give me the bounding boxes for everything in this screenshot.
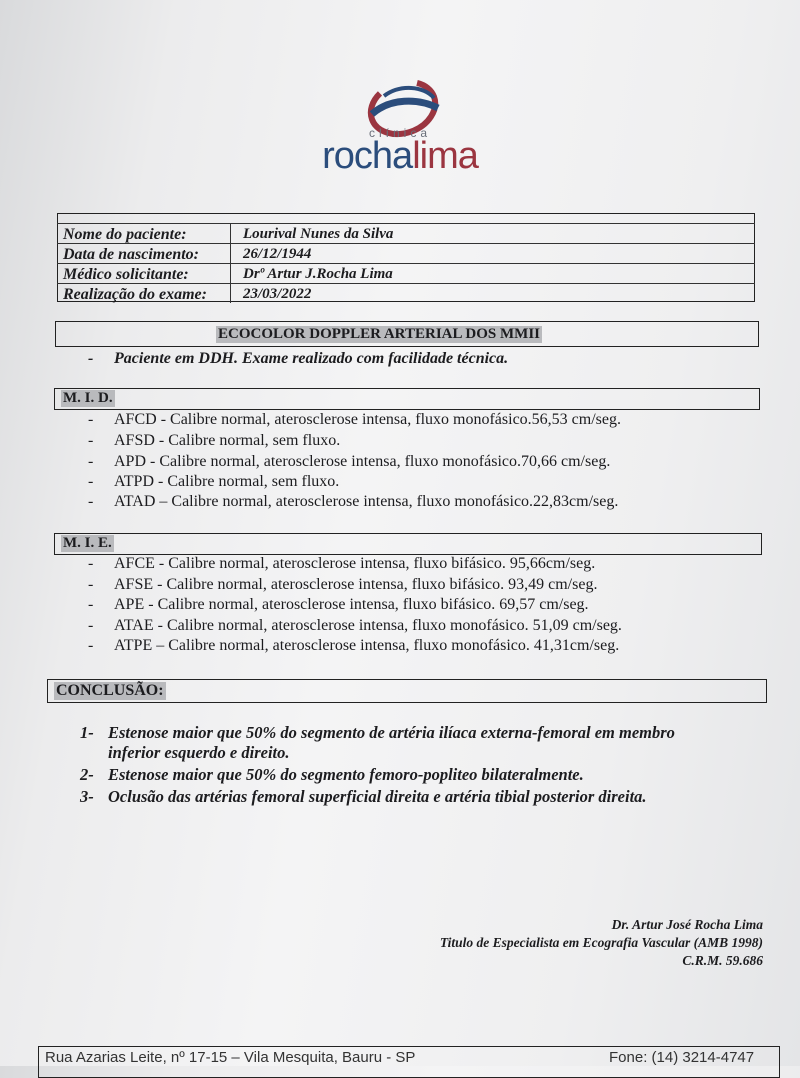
info-value: Drº Artur J.Rocha Lima bbox=[243, 266, 393, 282]
logo-lima: lima bbox=[412, 135, 478, 177]
footer-box bbox=[38, 1046, 780, 1078]
logo-wordmark bbox=[300, 134, 500, 178]
item-text: - Calibre normal, aterosclerose intensa, fluxo bifásico. 93,49 cm/seg. bbox=[157, 576, 598, 593]
info-row-birth bbox=[57, 243, 755, 264]
info-value: Lourival Nunes da Silva bbox=[243, 226, 394, 242]
item-text: - Calibre normal, aterosclerose intensa, fluxo bifásico. 69,57 cm/seg. bbox=[148, 596, 589, 613]
conclusion-text: Estenose maior que 50% do segmento femoro-popliteo bilateralmente. bbox=[108, 765, 584, 784]
conclusion-text: Oclusão das artérias femoral superficial direita e artéria tibial posterior direita. bbox=[108, 787, 647, 806]
item-code: AFSD bbox=[114, 432, 155, 449]
list-item: - APE - Calibre normal, aterosclerose intensa, fluxo bifásico. 69,57 cm/seg. bbox=[88, 596, 589, 613]
item-text: - Calibre normal, aterosclerose intensa, fluxo monofásico.56,53 cm/seg. bbox=[160, 411, 621, 428]
exam-note-line: - Paciente em DDH. Exame realizado com facilidade técnica. bbox=[88, 350, 509, 367]
item-code: ATAE bbox=[114, 617, 154, 634]
item-code: APE bbox=[114, 596, 145, 613]
item-code: ATPE bbox=[114, 637, 153, 654]
info-row-doctor bbox=[57, 263, 755, 284]
patient-info-table bbox=[57, 213, 755, 302]
item-code: AFCE bbox=[114, 555, 155, 572]
info-label: Realização do exame: bbox=[63, 286, 207, 303]
conclusion-num: 1- bbox=[80, 723, 94, 742]
conclusion-header: CONCLUSÃO: bbox=[56, 682, 164, 699]
list-item: - ATPD - Calibre normal, sem fluxo. bbox=[88, 473, 340, 490]
exam-title-box bbox=[55, 321, 759, 347]
info-label: Médico solicitante: bbox=[63, 266, 189, 283]
info-value: 26/12/1944 bbox=[243, 246, 312, 262]
conclusion-text: Estenose maior que 50% do segmento de artéria ilíaca externa-femoral em membro bbox=[108, 723, 675, 742]
list-item: - AFSE - Calibre normal, aterosclerose intensa, fluxo bifásico. 93,49 cm/seg. bbox=[88, 576, 598, 593]
conclusion-item-cont: inferior esquerdo e direito. bbox=[108, 743, 290, 762]
conclusion-item bbox=[80, 765, 584, 785]
item-code: APD bbox=[114, 453, 147, 470]
exam-title: ECOCOLOR DOPPLER ARTERIAL DOS MMII bbox=[218, 326, 541, 342]
item-text: - Calibre normal, aterosclerose intensa, fluxo monofásico. 51,09 cm/seg. bbox=[157, 617, 622, 634]
list-item: - APD - Calibre normal, aterosclerose intensa, fluxo monofásico.70,66 cm/seg. bbox=[88, 453, 611, 470]
info-label: Data de nascimento: bbox=[63, 246, 199, 263]
mid-header-box bbox=[54, 388, 760, 410]
info-value: 23/03/2022 bbox=[243, 286, 312, 302]
signature-name: Dr. Artur José Rocha Lima bbox=[611, 917, 763, 932]
item-text: - Calibre normal, sem fluxo. bbox=[158, 432, 341, 449]
item-code: ATAD bbox=[114, 493, 156, 510]
logo-clinica-text: clínica bbox=[368, 126, 431, 140]
item-text: – Calibre normal, aterosclerose intensa, fluxo monofásico. 41,31cm/seg. bbox=[156, 637, 620, 654]
footer-phone: Fone: (14) 3214-4747 bbox=[609, 1049, 755, 1066]
footer-address: Rua Azarias Leite, nº 17-15 – Vila Mesquita, Bauru - SP bbox=[45, 1049, 416, 1066]
info-row-exam-date bbox=[57, 283, 755, 303]
signature-title: Titulo de Especialista em Ecografia Vascular (AMB 1998) bbox=[439, 935, 763, 950]
conclusion-item bbox=[80, 787, 647, 807]
item-text: - Calibre normal, sem fluxo. bbox=[158, 473, 340, 490]
clinic-logo bbox=[300, 78, 500, 178]
item-code: ATPD bbox=[114, 473, 155, 490]
conclusion-num: 2- bbox=[80, 765, 94, 784]
list-item: - AFCE - Calibre normal, aterosclerose intensa, fluxo bifásico. 95,66cm/seg. bbox=[88, 555, 596, 572]
conclusion-item bbox=[80, 723, 675, 743]
item-text: - Calibre normal, aterosclerose intensa, fluxo monofásico.70,66 cm/seg. bbox=[150, 453, 611, 470]
list-item: - ATAE - Calibre normal, aterosclerose intensa, fluxo monofásico. 51,09 cm/seg. bbox=[88, 617, 622, 634]
list-item: - AFSD - Calibre normal, sem fluxo. bbox=[88, 432, 341, 449]
info-label: Nome do paciente: bbox=[63, 226, 187, 243]
item-code: AFSE bbox=[114, 576, 154, 593]
list-item: - ATPE – Calibre normal, aterosclerose intensa, fluxo monofásico. 41,31cm/seg. bbox=[88, 637, 620, 654]
info-row-name bbox=[57, 223, 755, 244]
conclusion-header-box bbox=[47, 679, 767, 703]
item-text: – Calibre normal, aterosclerose intensa, fluxo monofásico.22,83cm/seg. bbox=[159, 493, 619, 510]
item-text: - Calibre normal, aterosclerose intensa, fluxo bifásico. 95,66cm/seg. bbox=[158, 555, 596, 572]
mie-header-box bbox=[54, 533, 762, 555]
mie-header: M. I. E. bbox=[63, 535, 112, 551]
list-item: - AFCD - Calibre normal, aterosclerose intensa, fluxo monofásico.56,53 cm/seg. bbox=[88, 411, 621, 428]
conclusion-num: 3- bbox=[80, 787, 94, 806]
item-code: AFCD bbox=[114, 411, 157, 428]
signature-crm: C.R.M. 59.686 bbox=[682, 953, 763, 968]
list-item: - ATAD – Calibre normal, aterosclerose intensa, fluxo monofásico.22,83cm/seg. bbox=[88, 493, 619, 510]
logo-rocha: rocha bbox=[322, 135, 413, 177]
exam-note: Paciente em DDH. Exame realizado com facilidade técnica. bbox=[114, 350, 509, 367]
mid-header: M. I. D. bbox=[63, 390, 113, 406]
